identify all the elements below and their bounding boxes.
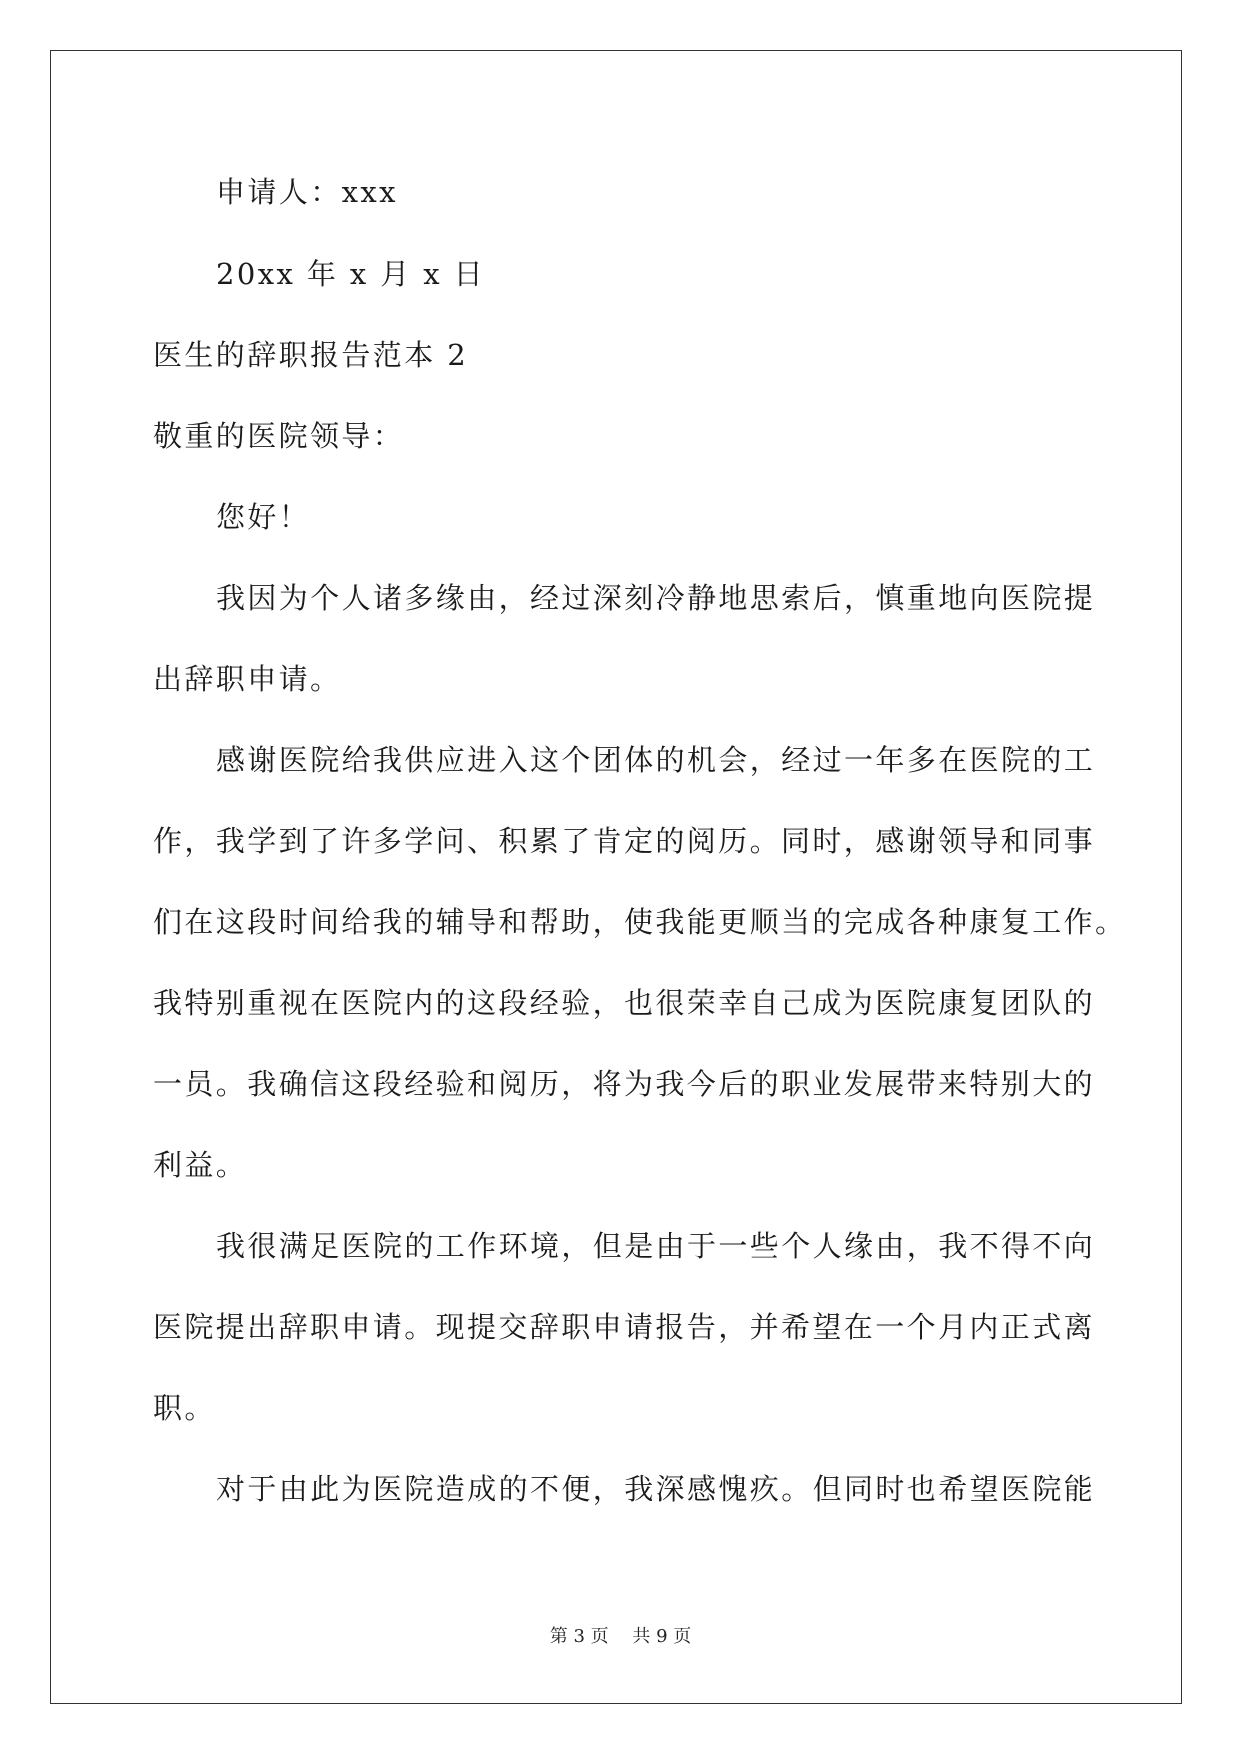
- paragraph-3-line-2: 医院提出辞职申请。现提交辞职申请报告，并希望在一个月内正式离: [153, 1310, 1096, 1344]
- greeting: 您好！: [216, 500, 311, 534]
- page-border: [50, 50, 1182, 1704]
- salutation: 敬重的医院领导：: [153, 419, 405, 453]
- date-line: 20xx 年 x 月 x 日: [216, 257, 486, 291]
- paragraph-2-line-1: 感谢医院给我供应进入这个团体的机会，经过一年多在医院的工: [216, 743, 1096, 777]
- paragraph-2-line-3: 们在这段时间给我的辅导和帮助，使我能更顺当的完成各种康复工作。: [153, 905, 1127, 939]
- applicant-line: 申请人：xxx: [216, 175, 398, 209]
- paragraph-3-line-1: 我很满足医院的工作环境，但是由于一些个人缘由，我不得不向: [216, 1229, 1096, 1263]
- paragraph-1-line-1: 我因为个人诸多缘由，经过深刻冷静地思索后，慎重地向医院提: [216, 581, 1096, 615]
- paragraph-2-line-2: 作，我学到了许多学问、积累了肯定的阅历。同时，感谢领导和同事: [153, 824, 1096, 858]
- paragraph-1-line-2: 出辞职申请。: [153, 662, 342, 696]
- paragraph-4-line-1: 对于由此为医院造成的不便，我深感愧疚。但同时也希望医院能: [216, 1472, 1096, 1506]
- paragraph-2-line-6: 利益。: [153, 1148, 248, 1182]
- paragraph-3-line-3: 职。: [153, 1391, 216, 1425]
- page-number-footer: 第 3 页 共 9 页: [549, 1626, 692, 1647]
- paragraph-2-line-4: 我特别重视在医院内的这段经验，也很荣幸自己成为医院康复团队的: [153, 986, 1096, 1020]
- paragraph-2-line-5: 一员。我确信这段经验和阅历，将为我今后的职业发展带来特别大的: [153, 1067, 1096, 1101]
- section-title: 医生的辞职报告范本 2: [153, 338, 469, 372]
